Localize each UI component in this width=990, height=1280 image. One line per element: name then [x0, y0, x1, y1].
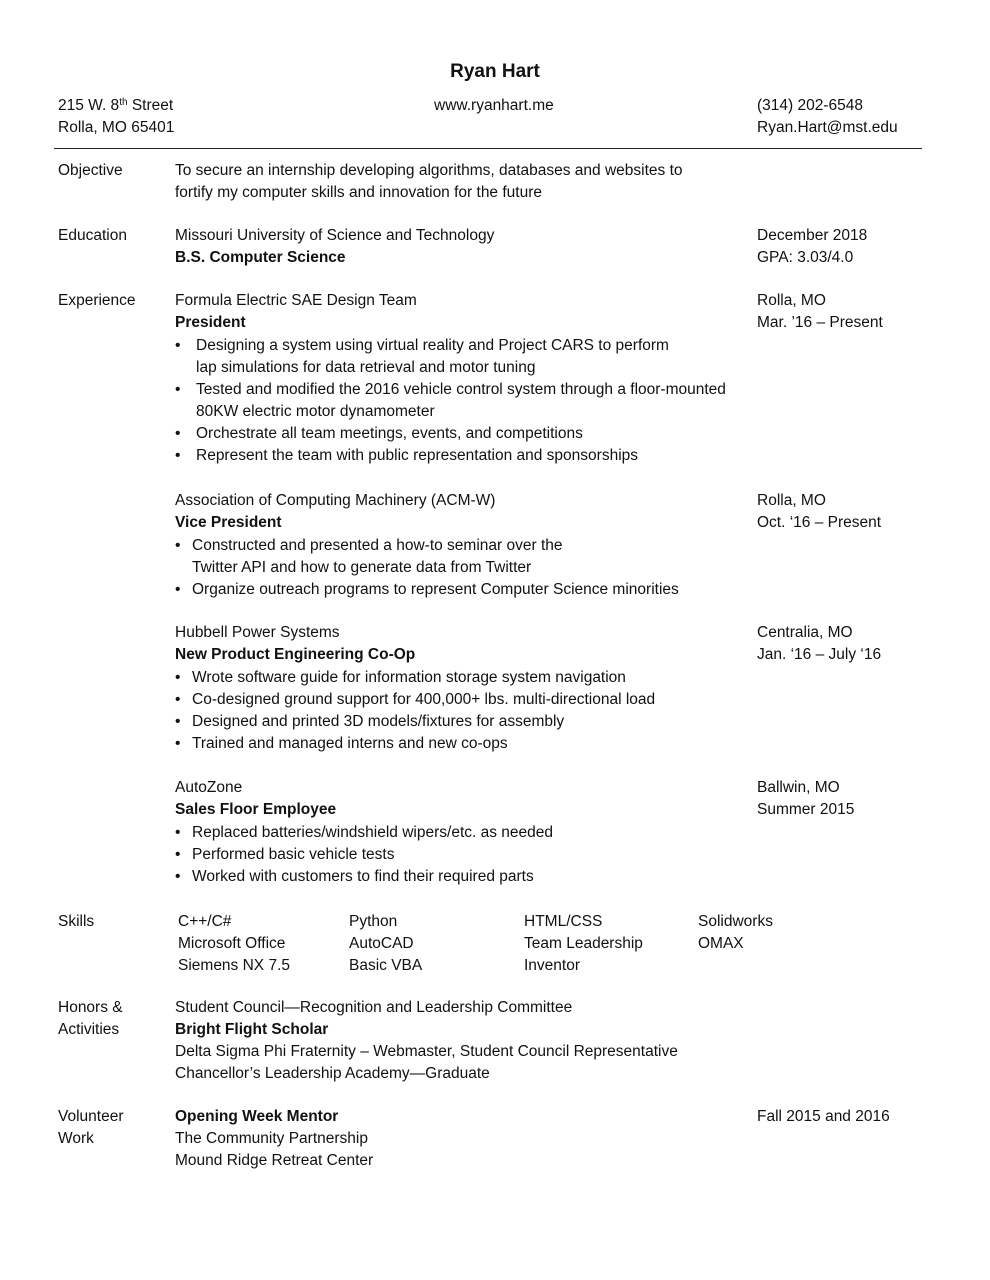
job-org: Formula Electric SAE Design Team [175, 292, 417, 309]
job-title: President [175, 314, 246, 331]
bullet-line: • Orchestrate all team meetings, events, and competitions [196, 425, 583, 442]
education-meta [757, 225, 867, 269]
skills-label: Skills [58, 913, 95, 930]
skill-item: Basic VBA [349, 957, 423, 974]
volunteer-label-line: Work [58, 1130, 94, 1147]
address-line-2: Rolla, MO 65401 [58, 119, 175, 136]
job-acm-w [175, 490, 679, 601]
job-org: Association of Computing Machinery (ACM-W) [175, 492, 496, 509]
job-bullet [175, 866, 553, 888]
address-street-suffix: Street [127, 97, 174, 114]
address-street-number: 215 W. 8 [58, 97, 120, 114]
volunteer-label [58, 1106, 124, 1150]
job-dates: Mar. ’16 – Present [757, 314, 883, 331]
bullet-line: • Organize outreach programs to represent Computer Science minorities [192, 581, 679, 598]
bullet-line: • Co-designed ground support for 400,000+ lbs. multi-directional load [192, 691, 656, 708]
volunteer-org: The Community Partnership [175, 1130, 368, 1147]
email-link[interactable]: Ryan.Hart@mst.edu [757, 119, 898, 136]
skills-column [349, 911, 422, 977]
job-bullet [175, 423, 726, 445]
job-bullet [175, 711, 655, 733]
job-org: AutoZone [175, 779, 243, 796]
bullet-line: 80KW electric motor dynamometer [196, 403, 435, 420]
education-label: Education [58, 227, 127, 244]
skill-item: Python [349, 913, 398, 930]
bullet-line: • Designed and printed 3D models/fixtures for assembly [192, 713, 565, 730]
skill-item: Solidworks [698, 913, 773, 930]
objective-text [175, 160, 683, 204]
job-bullet [175, 445, 726, 467]
objective-label: Objective [58, 162, 123, 179]
job-bullet [175, 667, 655, 689]
job-location: Rolla, MO [757, 492, 826, 509]
honor-item: Bright Flight Scholar [175, 1021, 329, 1038]
honors-label-line: Activities [58, 1021, 120, 1038]
education-degree: B.S. Computer Science [175, 249, 346, 266]
bullet-line: • Constructed and presented a how-to seminar over the [192, 537, 563, 554]
bullet-line: • Replaced batteries/windshield wipers/etc. as needed [192, 824, 554, 841]
job-meta [757, 490, 881, 534]
job-title: New Product Engineering Co-Op [175, 646, 416, 663]
job-location: Ballwin, MO [757, 779, 840, 796]
job-title: Sales Floor Employee [175, 801, 337, 818]
job-bullet [175, 379, 726, 423]
phone-number: (314) 202-6548 [757, 97, 863, 114]
education-gpa: GPA: 3.03/4.0 [757, 249, 854, 266]
education-date: December 2018 [757, 227, 868, 244]
skill-item: Microsoft Office [178, 935, 286, 952]
education-school: Missouri University of Science and Technology [175, 227, 495, 244]
bullet-line: Twitter API and how to generate data from Twitter [192, 559, 532, 576]
job-dates: Summer 2015 [757, 801, 855, 818]
bullet-line: • Designing a system using virtual reality and Project CARS to perform [196, 337, 669, 354]
job-meta [757, 290, 883, 334]
job-org: Hubbell Power Systems [175, 624, 340, 641]
honor-item: Student Council—Recognition and Leadership Committee [175, 999, 573, 1016]
skill-item: HTML/CSS [524, 913, 603, 930]
address-line-1 [58, 95, 173, 117]
skills-column [524, 911, 643, 977]
skill-item: OMAX [698, 935, 744, 952]
job-bullet [175, 335, 726, 379]
volunteer-dates: Fall 2015 and 2016 [757, 1108, 890, 1125]
bullet-line: • Performed basic vehicle tests [192, 846, 395, 863]
job-bullet [175, 733, 655, 755]
skill-item: AutoCAD [349, 935, 414, 952]
job-bullet [175, 689, 655, 711]
bullet-line: • Wrote software guide for information storage system navigation [192, 669, 626, 686]
job-formula-electric [175, 290, 726, 467]
honor-item: Chancellor’s Leadership Academy—Graduate [175, 1065, 490, 1082]
job-bullet [175, 844, 553, 866]
bullet-line: lap simulations for data retrieval and motor tuning [196, 359, 536, 376]
job-bullet [175, 535, 679, 579]
header-divider [54, 148, 922, 149]
honor-item: Delta Sigma Phi Fraternity – Webmaster, Student Council Representative [175, 1043, 678, 1060]
experience-label: Experience [58, 292, 136, 309]
bullet-line: • Represent the team with public representation and sponsorships [196, 447, 639, 464]
volunteer-details [175, 1106, 373, 1172]
objective-line: fortify my computer skills and innovation for the future [175, 184, 542, 201]
website-link[interactable]: www.ryanhart.me [434, 97, 554, 114]
address-superscript: th [119, 97, 128, 108]
skill-item: C++/C# [178, 913, 232, 930]
volunteer-title: Opening Week Mentor [175, 1108, 339, 1125]
honors-list [175, 997, 678, 1085]
skill-item: Inventor [524, 957, 581, 974]
objective-line: To secure an internship developing algorithms, databases and websites to [175, 162, 683, 179]
education-details [175, 225, 494, 269]
job-dates: Jan. ‘16 – July ‘16 [757, 646, 882, 663]
honors-label-line: Honors & [58, 999, 123, 1016]
job-title: Vice President [175, 514, 282, 531]
skill-item: Team Leadership [524, 935, 643, 952]
job-location: Rolla, MO [757, 292, 826, 309]
job-bullet [175, 579, 679, 601]
volunteer-org: Mound Ridge Retreat Center [175, 1152, 374, 1169]
bullet-line: • Trained and managed interns and new co-ops [192, 735, 508, 752]
resume-name: Ryan Hart [450, 61, 540, 82]
job-dates: Oct. ‘16 – Present [757, 514, 882, 531]
bullet-line: • Tested and modified the 2016 vehicle control system through a floor-mounted [196, 381, 726, 398]
job-meta [757, 777, 854, 821]
skills-column [698, 911, 773, 955]
job-location: Centralia, MO [757, 624, 853, 641]
job-bullet [175, 822, 553, 844]
skills-column [178, 911, 290, 977]
job-meta [757, 622, 881, 666]
volunteer-label-line: Volunteer [58, 1108, 124, 1125]
honors-label [58, 997, 123, 1041]
bullet-line: • Worked with customers to find their required parts [192, 868, 534, 885]
skill-item: Siemens NX 7.5 [178, 957, 290, 974]
job-hubbell [175, 622, 655, 755]
job-autozone [175, 777, 553, 888]
